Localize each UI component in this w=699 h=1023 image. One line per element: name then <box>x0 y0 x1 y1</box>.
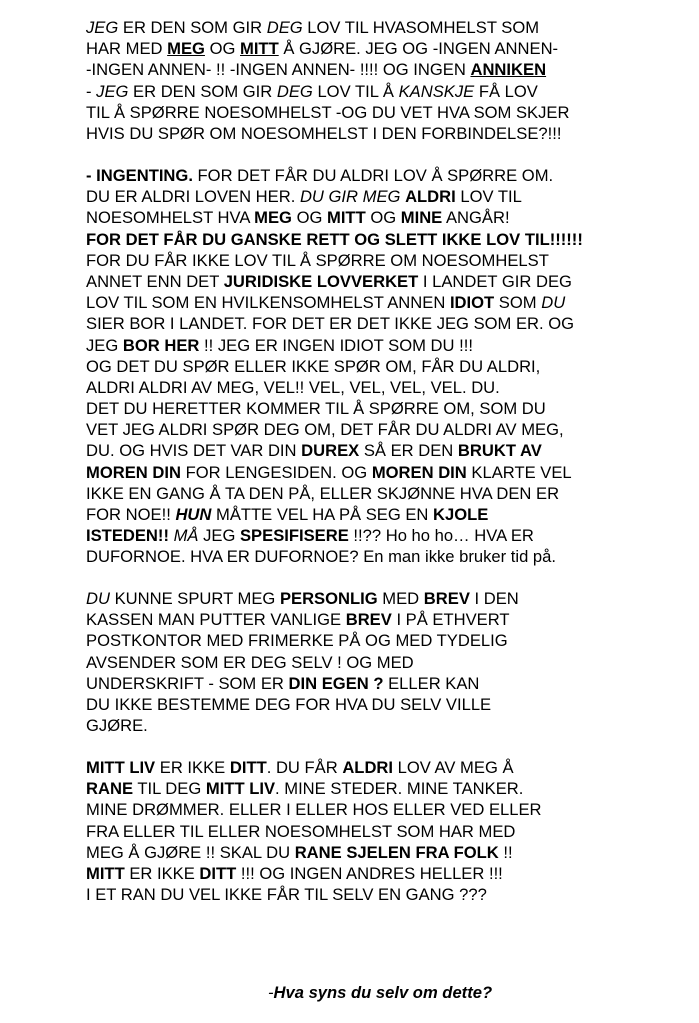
text-line <box>86 778 542 799</box>
text-line <box>86 715 519 736</box>
text-line <box>86 525 583 546</box>
text-segment: POSTKONTOR MED FRIMERKE PÅ OG MED TYDELIG <box>86 631 508 651</box>
text-segment: GJØRE. <box>86 716 148 736</box>
emphasized-text: DITT <box>229 758 267 777</box>
text-segment: Å GJØRE. JEG OG -INGEN ANNEN- <box>278 39 559 59</box>
text-line <box>86 440 583 461</box>
emphasized-text: BREV <box>345 610 392 630</box>
text-line <box>86 419 583 440</box>
text-segment: I DEN <box>469 589 519 608</box>
emphasized-text: DIN EGEN ? <box>288 673 384 693</box>
emphasized-text: MITT LIV <box>86 758 156 777</box>
text-line <box>86 694 519 715</box>
text-segment: KUNNE SPURT MEG <box>109 589 280 608</box>
text-segment: MED <box>377 589 424 608</box>
text-segment: SIER BOR I LANDET. FOR DET ER DET IKKE JEG SOM ER. OG <box>86 314 575 334</box>
text-segment: FRA ELLER TIL ELLER NOESOMHELST SOM HAR MED <box>86 821 516 841</box>
text-segment: ANNET ENN DET <box>86 271 224 291</box>
paragraph-2 <box>86 165 583 568</box>
text-segment: KASSEN MAN PUTTER VANLIGE <box>86 610 346 630</box>
text-line <box>86 652 519 673</box>
text-segment: MEG Å GJØRE !! SKAL DU <box>86 842 295 862</box>
text-segment: OG DET DU SPØR ELLER IKKE SPØR OM, FÅR DU ALDRI, <box>86 356 541 376</box>
text-segment: . MINE STEDER. MINE TANKER. <box>275 779 524 799</box>
emphasized-text: ISTEDEN!! <box>86 526 169 546</box>
text-segment: I ET RAN DU VEL IKKE FÅR TIL SELV EN GANG ??? <box>86 885 487 905</box>
emphasized-text: FOR DET FÅR DU GANSKE RETT OG SLETT IKKE LOV TIL!!!!!! <box>86 229 583 249</box>
emphasized-text: IDIOT <box>449 293 495 313</box>
text-segment: LOV AV MEG Å <box>393 758 514 777</box>
emphasized-text: ANNIKEN <box>470 60 547 80</box>
text-line <box>86 398 583 419</box>
text-line <box>86 462 583 483</box>
emphasized-text: MOREN DIN <box>371 462 467 482</box>
text-segment: HAR MED <box>86 39 168 59</box>
emphasized-text: DUREX <box>301 441 360 461</box>
text-segment: DU. OG HVIS DET VAR DIN <box>86 441 302 461</box>
text-line <box>86 483 583 504</box>
text-segment: SOM <box>494 293 542 313</box>
text-segment: MÅTTE VEL HA PÅ SEG EN <box>211 505 434 524</box>
text-segment: I LANDET GIR DEG <box>418 271 572 291</box>
emphasized-text: DU <box>541 293 566 313</box>
text-line <box>86 630 519 651</box>
emphasized-text: MITT <box>240 39 279 59</box>
text-line <box>86 250 583 271</box>
text-line <box>86 609 519 630</box>
emphasized-text: BRUKT AV <box>457 441 542 461</box>
text-segment: OG <box>291 208 327 228</box>
text-segment: KLARTE VEL <box>466 462 572 482</box>
emphasized-text: MINE <box>400 208 443 228</box>
emphasized-text: DEG <box>276 81 313 101</box>
closing-text: Hva syns du selv om dette? <box>273 983 493 1002</box>
text-segment: OG <box>204 39 240 59</box>
text-segment: SÅ ER DEN <box>359 441 458 461</box>
text-segment: . DU FÅR <box>266 758 343 777</box>
text-segment: LOV TIL Å <box>312 81 399 101</box>
emphasized-text: HUN <box>175 505 212 524</box>
text-segment: UNDERSKRIFT - SOM ER <box>86 673 289 693</box>
text-segment: VET JEG ALDRI SPØR DEG OM, DET FÅR DU ALDRI AV MEG, <box>86 420 564 440</box>
text-segment: FOR DET FÅR DU ALDRI LOV Å SPØRRE OM. <box>192 166 554 185</box>
emphasized-text: KJOLE <box>433 505 489 524</box>
text-segment: ER IKKE <box>155 758 230 777</box>
emphasized-text: DEG <box>266 18 303 37</box>
text-segment: LOV TIL SOM EN HVILKENSOMHELST ANNEN <box>86 293 450 313</box>
text-line <box>86 207 583 228</box>
emphasized-text: DITT <box>199 863 237 883</box>
emphasized-text: JEG <box>86 18 119 37</box>
text-line <box>86 38 569 59</box>
text-segment: ELLER KAN <box>383 673 480 693</box>
text-segment: MINE DRØMMER. ELLER I ELLER HOS ELLER VED ELLER <box>86 800 542 820</box>
text-line <box>86 165 583 186</box>
emphasized-text: MEG <box>254 208 292 228</box>
text-segment: ER DEN SOM GIR <box>128 81 277 101</box>
text-segment: LOV TIL HVASOMHELST SOM <box>302 18 540 37</box>
text-segment: ALDRI ALDRI AV MEG, VEL!! VEL, VEL, VEL, VEL. DU. <box>86 377 500 397</box>
text-segment: -INGEN ANNEN- !! -INGEN ANNEN- !!!! OG INGEN <box>86 60 471 80</box>
emphasized-text: - INGENTING. <box>86 166 193 185</box>
text-segment: !! JEG ER INGEN IDIOT SOM DU !!! <box>199 335 473 355</box>
emphasized-text: DU <box>86 589 110 608</box>
text-segment: - <box>86 81 97 101</box>
paragraph-4 <box>86 757 542 905</box>
text-line <box>86 292 583 313</box>
emphasized-text: RANE <box>86 779 134 799</box>
text-line <box>86 821 542 842</box>
emphasized-text: KANSKJE <box>398 81 475 101</box>
text-segment: TIL Å SPØRRE NOESOMHELST -OG DU VET HVA SOM SKJER <box>86 102 570 122</box>
emphasized-text: PERSONLIG <box>279 589 378 608</box>
emphasized-text: BOR HER <box>122 335 200 355</box>
text-segment: IKKE EN GANG Å TA DEN PÅ, ELLER SKJØNNE HVA DEN ER <box>86 483 560 503</box>
emphasized-text: DU GIR MEG <box>299 187 401 207</box>
text-segment: ER DEN SOM GIR <box>118 18 267 37</box>
text-segment: HVIS DU SPØR OM NOESOMHELST I DEN FORBINDELSE?!!! <box>86 123 562 143</box>
emphasized-text: MITT <box>327 208 366 228</box>
text-line <box>86 356 583 377</box>
text-segment: FOR DU FÅR IKKE LOV TIL Å SPØRRE OM NOESOMHELST <box>86 250 549 270</box>
emphasized-text: MOREN DIN <box>86 462 181 482</box>
emphasized-text: MEG <box>167 39 205 59</box>
text-line <box>86 884 542 905</box>
text-line <box>86 81 569 102</box>
text-line <box>86 673 519 694</box>
text-segment: JEG <box>86 335 123 355</box>
text-segment: LOV TIL <box>455 187 522 207</box>
text-segment: FÅ LOV <box>474 81 538 101</box>
text-line <box>86 186 583 207</box>
text-segment: !!?? Ho ho ho… HVA ER <box>348 526 534 546</box>
emphasized-text: ALDRI <box>405 187 456 207</box>
text-segment: DET DU HERETTER KOMMER TIL Å SPØRRE OM, SOM DU <box>86 399 546 419</box>
emphasized-text: MITT LIV <box>205 779 276 799</box>
closing-question <box>268 982 492 1003</box>
text-line <box>86 842 542 863</box>
text-line <box>86 59 569 80</box>
emphasized-text: MÅ <box>173 526 199 546</box>
text-segment: FOR NOE!! <box>86 505 176 524</box>
text-segment: !!! OG INGEN ANDRES HELLER !!! <box>236 863 503 883</box>
text-line <box>86 588 519 609</box>
text-segment: JEG <box>198 526 240 546</box>
text-segment: DUFORNOE. HVA ER DUFORNOE? En man ikke bruker tid på. <box>86 547 556 567</box>
emphasized-text: RANE SJELEN FRA FOLK <box>294 842 499 862</box>
text-line <box>86 757 542 778</box>
text-segment: ANGÅR! <box>442 208 510 228</box>
text-segment: DU ER ALDRI LOVEN HER. <box>86 187 300 207</box>
paragraph-3 <box>86 588 519 736</box>
text-line <box>86 863 542 884</box>
text-line <box>86 123 569 144</box>
text-segment: NOESOMHELST HVA <box>86 208 255 228</box>
text-line <box>86 377 583 398</box>
text-segment: ER IKKE <box>124 863 200 883</box>
text-segment: TIL DEG <box>133 779 206 799</box>
text-segment: AVSENDER SOM ER DEG SELV ! OG MED <box>86 652 414 672</box>
text-segment: OG <box>365 208 401 228</box>
emphasized-text: JEG <box>96 81 129 101</box>
text-line <box>86 504 583 525</box>
text-line <box>86 335 583 356</box>
text-segment: I PÅ ETHVERT <box>391 610 510 630</box>
text-line <box>86 17 569 38</box>
emphasized-text: SPESIFISERE <box>239 526 349 546</box>
paragraph-1 <box>86 17 569 144</box>
emphasized-text: BREV <box>423 589 470 608</box>
text-segment: FOR LENGESIDEN. OG <box>180 462 372 482</box>
text-line <box>86 102 569 123</box>
text-segment: !! <box>498 842 513 862</box>
text-line <box>86 271 583 292</box>
text-line <box>86 546 583 567</box>
text-line <box>86 229 583 250</box>
emphasized-text: JURIDISKE LOVVERKET <box>223 271 419 291</box>
text-line <box>86 313 583 334</box>
closing-dash: - <box>268 983 274 1002</box>
text-line <box>86 799 542 820</box>
emphasized-text: MITT <box>86 863 125 883</box>
text-segment: DU IKKE BESTEMME DEG FOR HVA DU SELV VILLE <box>86 694 492 714</box>
emphasized-text: ALDRI <box>342 758 394 777</box>
